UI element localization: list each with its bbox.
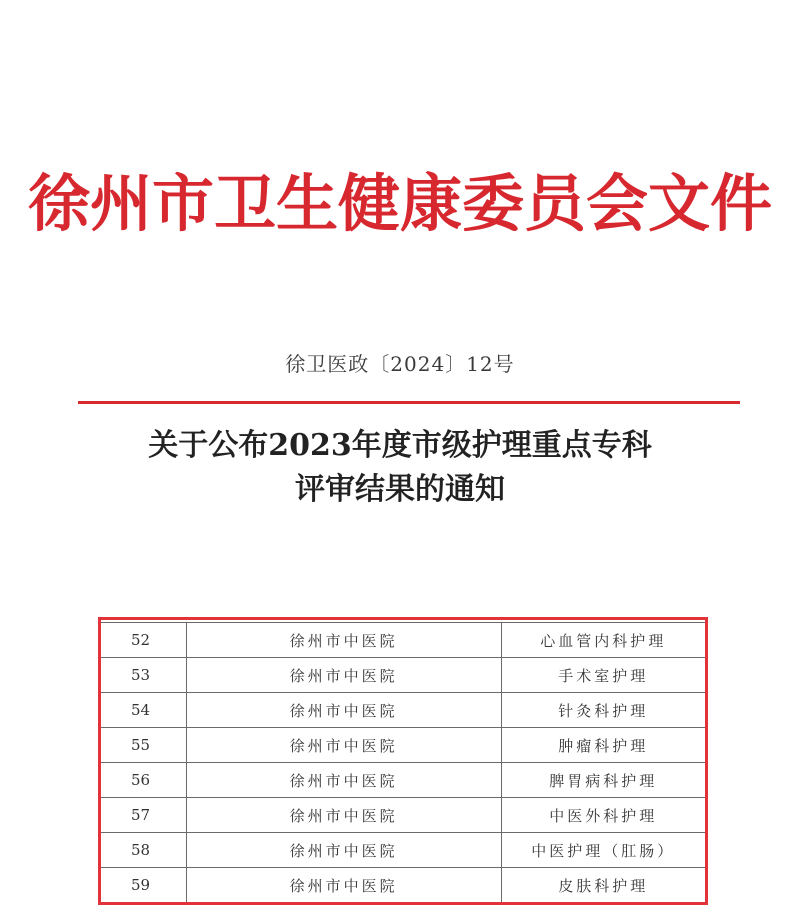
hospital-name: 徐州市中医院 bbox=[186, 658, 501, 693]
notice-title bbox=[0, 424, 800, 512]
row-number: 57 bbox=[101, 798, 187, 833]
hospital-name: 徐州市中医院 bbox=[186, 868, 501, 903]
notice-title-line-2: 评审结果的通知 bbox=[295, 472, 505, 507]
row-number: 54 bbox=[101, 693, 187, 728]
specialty-name: 脾胃病科护理 bbox=[501, 763, 705, 798]
issuer-header: 徐州市卫生健康委员会文件 bbox=[27, 167, 772, 240]
specialty-name: 中医外科护理 bbox=[501, 798, 705, 833]
hospital-name: 徐州市中医院 bbox=[186, 763, 501, 798]
row-number: 53 bbox=[101, 658, 187, 693]
hospital-name: 徐州市中医院 bbox=[186, 833, 501, 868]
hospital-name: 徐州市中医院 bbox=[186, 728, 501, 763]
row-number: 52 bbox=[101, 623, 187, 658]
row-number: 56 bbox=[101, 763, 187, 798]
row-number: 58 bbox=[101, 833, 187, 868]
specialty-name: 皮肤科护理 bbox=[501, 868, 705, 903]
document-number: 徐卫医政〔2024〕12号 bbox=[285, 352, 515, 376]
red-highlight-frame bbox=[98, 617, 708, 905]
specialty-name: 针灸科护理 bbox=[501, 693, 705, 728]
hospital-name: 徐州市中医院 bbox=[186, 693, 501, 728]
hospital-name: 徐州市中医院 bbox=[186, 798, 501, 833]
specialty-name: 肿瘤科护理 bbox=[501, 728, 705, 763]
specialty-name: 手术室护理 bbox=[501, 658, 705, 693]
row-number: 59 bbox=[101, 868, 187, 903]
hospital-name: 徐州市中医院 bbox=[186, 623, 501, 658]
row-number: 55 bbox=[101, 728, 187, 763]
red-divider-line bbox=[78, 401, 740, 404]
specialty-name: 中医护理（肛肠） bbox=[501, 833, 705, 868]
specialty-name: 心血管内科护理 bbox=[501, 623, 705, 658]
notice-title-line-1: 关于公布2023年度市级护理重点专科 bbox=[148, 428, 652, 463]
